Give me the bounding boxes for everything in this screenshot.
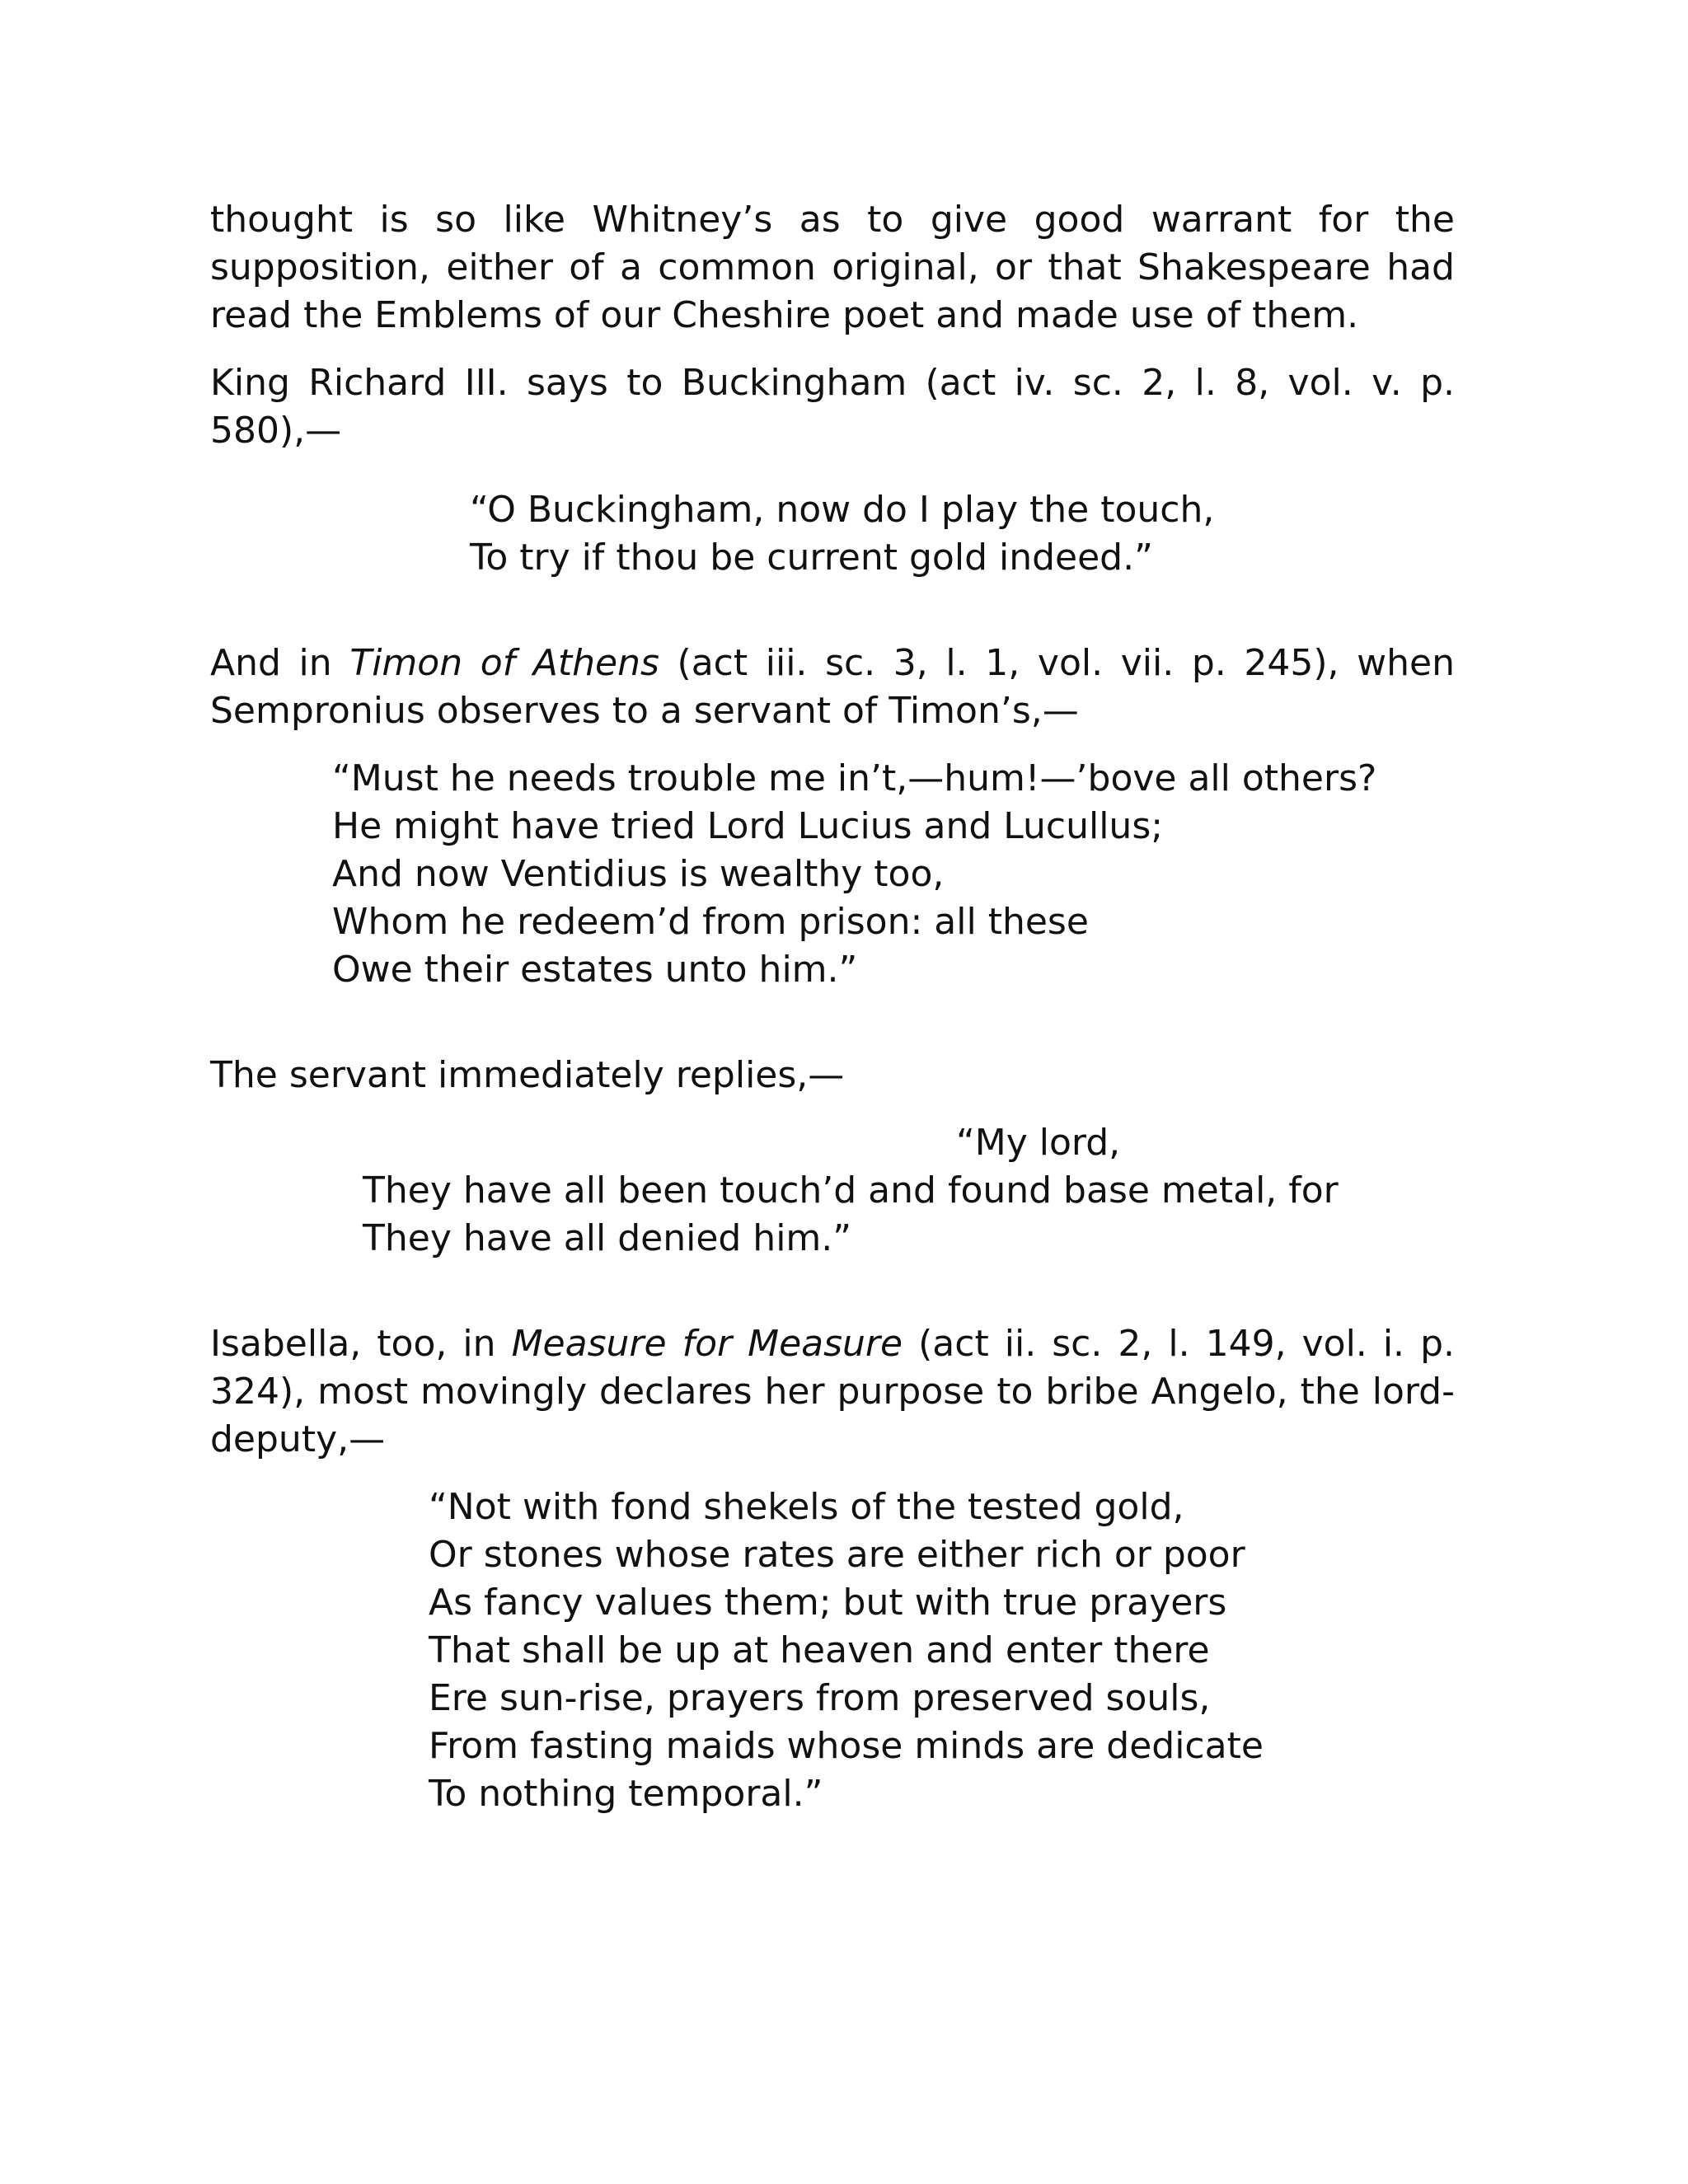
verse-line: “Must he needs trouble me in’t,—hum!—’bove all others? bbox=[332, 757, 1377, 799]
verse-servant-quote bbox=[363, 1119, 1455, 1263]
verse-line: He might have tried Lord Lucius and Lucullus; bbox=[332, 805, 1164, 847]
paragraph-whitney: thought is so like Whitney’s as to give good warrant for the supposition, either of a common original, or that Shakespeare had read the Emblems of our Cheshire poet and made use of them. bbox=[210, 199, 1455, 336]
work-title-measure: Measure for Measure bbox=[511, 1323, 903, 1365]
verse-isabella-quote bbox=[429, 1483, 1455, 1818]
paragraph-king-richard: King Richard III. says to Buckingham (act iv. sc. 2, l. 8, vol. v. p. 580),— bbox=[210, 362, 1455, 452]
verse-line: Owe their estates unto him.” bbox=[332, 949, 858, 991]
paragraph-timon bbox=[210, 640, 1455, 735]
verse-line: They have all been touch’d and found base metal, for bbox=[363, 1169, 1339, 1212]
verse-sempronius-quote bbox=[332, 755, 1455, 994]
document-page bbox=[210, 196, 1455, 1818]
verse-line: They have all denied him.” bbox=[363, 1217, 852, 1259]
verse-line: “Not with fond shekels of the tested gold, bbox=[429, 1486, 1184, 1528]
paragraph-isabella bbox=[210, 1320, 1455, 1464]
verse-line: “O Buckingham, now do I play the touch, bbox=[470, 489, 1215, 531]
verse-line: That shall be up at heaven and enter there bbox=[429, 1629, 1210, 1671]
verse-line: Whom he redeem’d from prison: all these bbox=[332, 901, 1089, 943]
paragraph-text: (act iii. sc. 3, l. 1, vol. vii. p. 245), when Sempronius observes to a servant of Timon’s,— bbox=[210, 642, 1455, 732]
verse-line: Or stones whose rates are either rich or poor bbox=[429, 1534, 1245, 1576]
verse-line: As fancy values them; but with true prayers bbox=[429, 1582, 1227, 1624]
verse-line: To nothing temporal.” bbox=[429, 1773, 823, 1815]
verse-line: And now Ventidius is wealthy too, bbox=[332, 853, 945, 895]
paragraph-text: (act ii. sc. 2, l. 149, vol. i. p. 324), most movingly declares her purpose to bribe Angelo, the lord-deputy,— bbox=[210, 1323, 1455, 1460]
verse-richard-quote bbox=[470, 486, 1455, 582]
verse-line: “My lord, bbox=[956, 1122, 1121, 1164]
paragraph-text: Isabella, too, in bbox=[210, 1323, 512, 1365]
verse-line: Ere sun-rise, prayers from preserved souls, bbox=[429, 1677, 1211, 1719]
verse-line: To try if thou be current gold indeed.” bbox=[470, 537, 1153, 579]
paragraph-servant: The servant immediately replies,— bbox=[210, 1054, 845, 1096]
work-title-timon: Timon of Athens bbox=[349, 642, 659, 684]
verse-line: From fasting maids whose minds are dedicate bbox=[429, 1725, 1264, 1767]
paragraph-text: And in bbox=[210, 642, 350, 684]
